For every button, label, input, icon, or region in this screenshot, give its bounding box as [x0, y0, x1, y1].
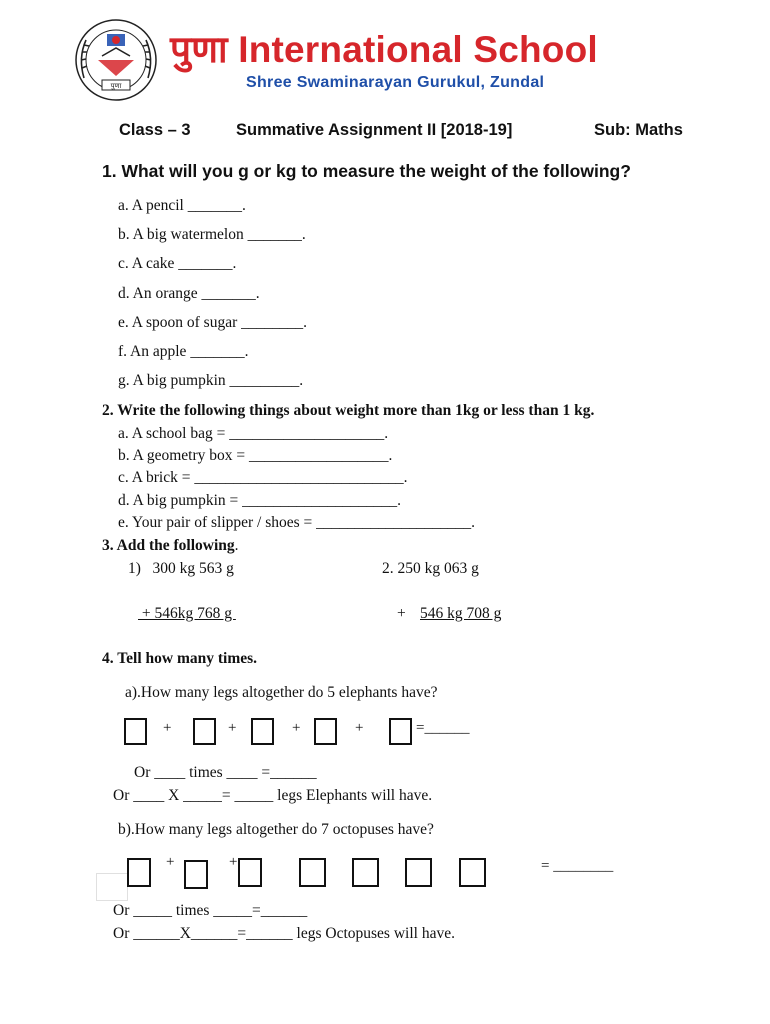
- answer-box[interactable]: [251, 718, 274, 745]
- question-2-heading: 2. Write the following things about weight more than 1kg or less than 1 kg.: [102, 402, 595, 419]
- answer-box[interactable]: [127, 858, 151, 887]
- q4b-multiply-line: Or ______X______=______ legs Octopuses will have.: [113, 925, 455, 942]
- q2-item: d. A big pumpkin = ____________________.: [118, 492, 402, 509]
- question-1-heading: 1. What will you g or kg to measure the weight of the following?: [102, 161, 631, 181]
- logo-text: पुणा: [110, 82, 122, 90]
- answer-box[interactable]: [299, 858, 326, 887]
- question-3-heading: [102, 537, 239, 555]
- equals-blank: =______: [416, 720, 470, 736]
- plus-sign: +: [355, 720, 364, 736]
- q3-problem-1-bottom: + 546kg 768 g: [138, 605, 236, 622]
- faint-box: [96, 873, 128, 901]
- answer-box[interactable]: [459, 858, 486, 887]
- q2-item: b. A geometry box = __________________.: [118, 447, 393, 464]
- answer-box[interactable]: [314, 718, 337, 745]
- q3-problem-2-bottom: 546 kg 708 g: [420, 605, 502, 622]
- plus-sign: +: [228, 720, 237, 736]
- q3-problem-2-top: 2. 250 kg 063 g: [382, 560, 479, 577]
- q3-problem-1-top: 1) 300 kg 563 g: [128, 560, 234, 577]
- school-logo: [74, 18, 158, 102]
- q4b-question: b).How many legs altogether do 7 octopuses have?: [118, 821, 434, 838]
- subject-label: Sub: Maths: [594, 121, 683, 139]
- q1-item: a. A pencil _______.: [118, 197, 246, 214]
- plus-sign: +: [163, 720, 172, 736]
- answer-box[interactable]: [389, 718, 412, 745]
- q2-item: c. A brick = ___________________________.: [118, 469, 408, 486]
- q1-item: f. An apple _______.: [118, 343, 249, 360]
- q1-item: c. A cake _______.: [118, 255, 237, 272]
- q2-item: e. Your pair of slipper / shoes = ____________________.: [118, 514, 476, 531]
- q3-heading-text: 3. Add the following: [102, 537, 235, 554]
- plus-sign: +: [166, 854, 175, 870]
- school-subtitle: Shree Swaminarayan Gurukul, Zundal: [246, 74, 545, 91]
- q4a-multiply-line: Or ____ X _____= _____ legs Elephants will have.: [113, 787, 433, 804]
- q4a-question: a).How many legs altogether do 5 elephants have?: [125, 684, 438, 701]
- class-label: Class – 3: [119, 121, 191, 139]
- plus-sign: +: [292, 720, 301, 736]
- answer-box[interactable]: [193, 718, 216, 745]
- answer-box[interactable]: [124, 718, 147, 745]
- equals-blank: = ________: [541, 858, 614, 874]
- q3-problem-2-plus: +: [397, 605, 406, 622]
- q1-item: b. A big watermelon _______.: [118, 226, 306, 243]
- q4a-times-line: Or ____ times ____ =______: [134, 764, 317, 781]
- q3-heading-dot: .: [234, 537, 239, 554]
- q1-item: g. A big pumpkin _________.: [118, 372, 304, 389]
- assignment-title: Summative Assignment II [2018-19]: [236, 121, 513, 139]
- q2-item: a. A school bag = ____________________.: [118, 425, 389, 442]
- question-4-heading: 4. Tell how many times.: [102, 650, 258, 667]
- answer-box[interactable]: [184, 860, 208, 889]
- q1-item: e. A spoon of sugar ________.: [118, 314, 308, 331]
- school-name: पुणा International School: [170, 29, 598, 70]
- q1-item: d. An orange _______.: [118, 285, 260, 302]
- q4b-times-line: Or _____ times _____=______: [113, 902, 308, 919]
- answer-box[interactable]: [352, 858, 379, 887]
- answer-box[interactable]: [405, 858, 432, 887]
- answer-box[interactable]: [238, 858, 262, 887]
- plus-sign: +: [229, 854, 238, 870]
